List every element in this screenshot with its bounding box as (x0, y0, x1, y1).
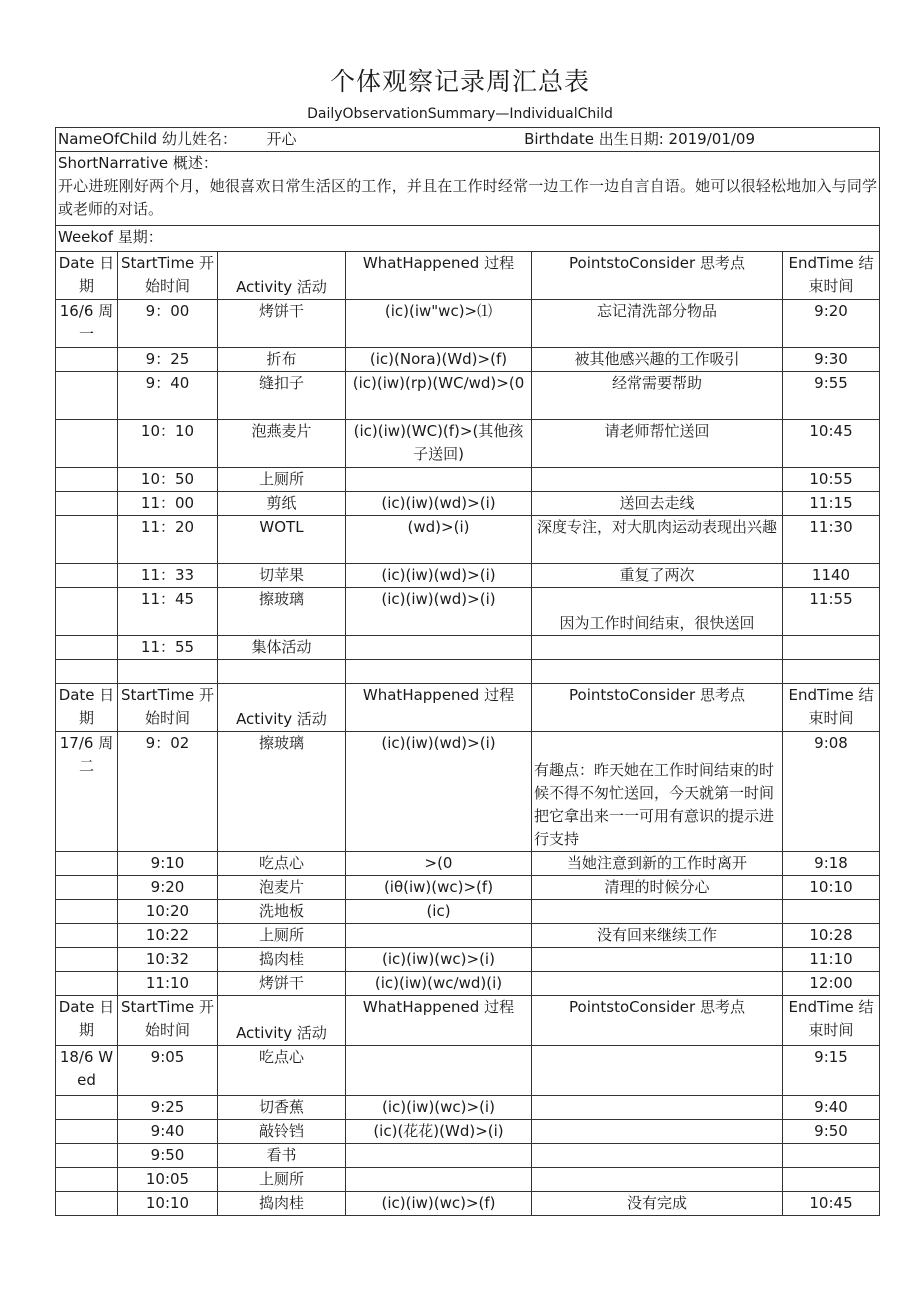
cell-start: 9:20 (118, 876, 218, 900)
empty-cell (783, 660, 880, 684)
cell-start: 9：40 (118, 372, 218, 420)
cell-date (56, 372, 118, 420)
cell-start: 11：45 (118, 588, 218, 636)
cell-points (532, 948, 783, 972)
cell-activity: 烤饼干 (218, 972, 346, 996)
cell-what: (wd)>(i) (346, 516, 532, 564)
cell-start: 10：50 (118, 468, 218, 492)
cell-what: (ic)(iw)(wd)>(i) (346, 492, 532, 516)
cell-points (532, 972, 783, 996)
observation-table (55, 127, 880, 1216)
cell-start: 10:05 (118, 1168, 218, 1192)
cell-activity: 缝扣子 (218, 372, 346, 420)
table-row (56, 492, 880, 516)
table-row (56, 300, 880, 348)
cell-start: 9：02 (118, 732, 218, 852)
cell-activity: 看书 (218, 1144, 346, 1168)
cell-date (56, 420, 118, 468)
header-end: EndTime 结束时间 (783, 252, 880, 300)
cell-end: 10:45 (783, 1192, 880, 1216)
cell-points (532, 636, 783, 660)
cell-points: 当她注意到新的工作时离开 (532, 852, 783, 876)
cell-what (346, 468, 532, 492)
table-row (56, 516, 880, 564)
birthdate-value: 2019/01/09 (668, 130, 756, 148)
cell-what (346, 636, 532, 660)
cell-points (532, 900, 783, 924)
table-row (56, 876, 880, 900)
cell-date (56, 900, 118, 924)
table-row (56, 900, 880, 924)
cell-date (56, 348, 118, 372)
cell-activity: 折布 (218, 348, 346, 372)
cell-start: 9:05 (118, 1046, 218, 1096)
cell-start: 10:10 (118, 1192, 218, 1216)
header-activity: Activity 活动 (218, 996, 346, 1046)
cell-date (56, 468, 118, 492)
cell-end: 9:15 (783, 1046, 880, 1096)
cell-end: 9:55 (783, 372, 880, 420)
cell-date (56, 1096, 118, 1120)
cell-start: 10:22 (118, 924, 218, 948)
cell-start: 10:32 (118, 948, 218, 972)
cell-what: (ic)(Nora)(Wd)>(f) (346, 348, 532, 372)
cell-what: (ic)(花花)(Wd)>(i) (346, 1120, 532, 1144)
cell-date (56, 1168, 118, 1192)
header-start: StartTime 开始时间 (118, 684, 218, 732)
cell-start: 11：55 (118, 636, 218, 660)
cell-points: 深度专注，对大肌肉运动表现出兴趣 (532, 516, 783, 564)
cell-end: 10:45 (783, 420, 880, 468)
header-what: WhatHappened 过程 (346, 684, 532, 732)
cell-date (56, 636, 118, 660)
cell-points: 经常需要帮助 (532, 372, 783, 420)
narrative-label: ShortNarrative 概述： (58, 154, 218, 172)
cell-activity: 捣肉桂 (218, 948, 346, 972)
cell-date (56, 924, 118, 948)
cell-date (56, 588, 118, 636)
cell-activity: 上厕所 (218, 924, 346, 948)
header-start: StartTime 开始时间 (118, 252, 218, 300)
cell-start: 11：33 (118, 564, 218, 588)
header-end: EndTime 结束时间 (783, 684, 880, 732)
cell-activity: 上厕所 (218, 1168, 346, 1192)
cell-start: 9:40 (118, 1120, 218, 1144)
header-activity: Activity 活动 (218, 684, 346, 732)
cell-points: 有趣点：昨天她在工作时间结束的时候不得不匆忙送回，今天就第一时间把它拿出来一一可用有意识的提示进行支持 (532, 732, 783, 852)
header-points: PointstoConsider 思考点 (532, 996, 783, 1046)
cell-points: 没有完成 (532, 1192, 783, 1216)
cell-what (346, 1168, 532, 1192)
cell-points: 重复了两次 (532, 564, 783, 588)
header-activity: Activity 活动 (218, 252, 346, 300)
cell-what: >(0 (346, 852, 532, 876)
cell-date (56, 492, 118, 516)
header-what: WhatHappened 过程 (346, 252, 532, 300)
page-title: 个体观察记录周汇总表 (329, 67, 590, 96)
cell-what: (ic)(iw)(wc)>(i) (346, 1096, 532, 1120)
table-row (56, 1144, 880, 1168)
cell-what: (ic)(iw)(wd)>(i) (346, 732, 532, 852)
week-of-row: Weekof 星期： (56, 226, 880, 252)
cell-date: 18/6 Wed (56, 1046, 118, 1096)
cell-activity: 切苹果 (218, 564, 346, 588)
cell-activity: 吃点心 (218, 852, 346, 876)
cell-activity: WOTL (218, 516, 346, 564)
cell-start: 9:50 (118, 1144, 218, 1168)
cell-activity: 敲铃铛 (218, 1120, 346, 1144)
cell-what: (ic)(iw)(wc∕wd)(i) (346, 972, 532, 996)
table-row (56, 372, 880, 420)
cell-points: 因为工作时间结束，很快送回 (532, 588, 783, 636)
cell-end: 9:40 (783, 1096, 880, 1120)
cell-date (56, 948, 118, 972)
cell-what: (iθ(iw)(wc)>(f) (346, 876, 532, 900)
cell-date: 16/6 周一 (56, 300, 118, 348)
cell-activity: 擦玻璃 (218, 732, 346, 852)
cell-points (532, 468, 783, 492)
cell-start: 11：20 (118, 516, 218, 564)
cell-what: (ic) (346, 900, 532, 924)
birthdate-label: Birthdate 出生日期: (524, 130, 664, 148)
table-row (56, 1192, 880, 1216)
empty-cell (346, 660, 532, 684)
cell-activity: 剪纸 (218, 492, 346, 516)
cell-what: (ic)(iw"wc)>⑴ (346, 300, 532, 348)
cell-end: 10:28 (783, 924, 880, 948)
empty-cell (56, 660, 118, 684)
cell-end (783, 1168, 880, 1192)
table-row (56, 348, 880, 372)
narrative-cell (56, 152, 880, 226)
cell-what: (ic)(iw)(rp)(WC∕wd)>(0 (346, 372, 532, 420)
table-row (56, 972, 880, 996)
cell-date (56, 972, 118, 996)
cell-end: 10:10 (783, 876, 880, 900)
name-value: 开心 (266, 130, 297, 148)
table-row (56, 1168, 880, 1192)
cell-activity: 烤饼干 (218, 300, 346, 348)
cell-points (532, 1144, 783, 1168)
table-row (56, 468, 880, 492)
cell-what (346, 1144, 532, 1168)
cell-what: (ic)(iw)(wd)>(i) (346, 564, 532, 588)
cell-points (532, 1120, 783, 1144)
cell-date (56, 1192, 118, 1216)
cell-points: 清理的时候分心 (532, 876, 783, 900)
cell-end: 1140 (783, 564, 880, 588)
table-row (56, 564, 880, 588)
cell-what: (ic)(iw)(wc)>(f) (346, 1192, 532, 1216)
section-header-row (56, 684, 880, 732)
cell-start: 9:10 (118, 852, 218, 876)
cell-end: 9:50 (783, 1120, 880, 1144)
cell-activity: 吃点心 (218, 1046, 346, 1096)
header-end: EndTime 结束时间 (783, 996, 880, 1046)
cell-end: 11:15 (783, 492, 880, 516)
cell-points (532, 1168, 783, 1192)
cell-start: 10：10 (118, 420, 218, 468)
header-points: PointstoConsider 思考点 (532, 684, 783, 732)
cell-end: 9:20 (783, 300, 880, 348)
cell-points: 没有回来继续工作 (532, 924, 783, 948)
table-row (56, 924, 880, 948)
cell-points: 忘记清洗部分物品 (532, 300, 783, 348)
cell-end: 9:08 (783, 732, 880, 852)
cell-points: 送回去走线 (532, 492, 783, 516)
table-row (56, 1046, 880, 1096)
cell-what: (ic)(iw)(wc)>(i) (346, 948, 532, 972)
table-row (56, 732, 880, 852)
cell-date (56, 876, 118, 900)
cell-date (56, 564, 118, 588)
cell-end: 11:30 (783, 516, 880, 564)
cell-what (346, 1046, 532, 1096)
cell-end (783, 636, 880, 660)
empty-cell (118, 660, 218, 684)
narrative-text: 开心进班刚好两个月，她很喜欢日常生活区的工作，并且在工作时经常一边工作一边自言自语。她可以很轻松地加入与同学或老师的对话。 (58, 177, 878, 218)
name-label: NameOfChild 幼儿姓名： (58, 130, 237, 148)
header-date: Date 日期 (56, 996, 118, 1046)
section-header-row (56, 252, 880, 300)
cell-date (56, 1120, 118, 1144)
child-info-row (56, 128, 880, 152)
cell-start: 11：00 (118, 492, 218, 516)
table-row (56, 948, 880, 972)
table-row (56, 1120, 880, 1144)
cell-date (56, 1144, 118, 1168)
table-row (56, 636, 880, 660)
cell-start: 9:25 (118, 1096, 218, 1120)
cell-end: 9:30 (783, 348, 880, 372)
cell-activity: 泡燕麦片 (218, 420, 346, 468)
cell-activity: 洗地板 (218, 900, 346, 924)
cell-points (532, 1046, 783, 1096)
empty-cell (532, 660, 783, 684)
spacer-row (56, 660, 880, 684)
cell-date (56, 852, 118, 876)
header-points: PointstoConsider 思考点 (532, 252, 783, 300)
cell-start: 11:10 (118, 972, 218, 996)
header-what: WhatHappened 过程 (346, 996, 532, 1046)
cell-date: 17/6 周二 (56, 732, 118, 852)
header-date: Date 日期 (56, 252, 118, 300)
cell-activity: 泡麦片 (218, 876, 346, 900)
cell-activity: 集体活动 (218, 636, 346, 660)
cell-end: 11:55 (783, 588, 880, 636)
cell-what (346, 924, 532, 948)
table-row (56, 852, 880, 876)
cell-end (783, 900, 880, 924)
table-row (56, 1096, 880, 1120)
header-date: Date 日期 (56, 684, 118, 732)
cell-start: 9：25 (118, 348, 218, 372)
page-subtitle: DailyObservationSummary—IndividualChild (307, 106, 613, 122)
cell-points: 请老师帮忙送回 (532, 420, 783, 468)
cell-activity: 切香蕉 (218, 1096, 346, 1120)
section-header-row (56, 996, 880, 1046)
cell-activity: 上厕所 (218, 468, 346, 492)
cell-start: 9：00 (118, 300, 218, 348)
cell-end: 12:00 (783, 972, 880, 996)
cell-end: 9:18 (783, 852, 880, 876)
cell-start: 10:20 (118, 900, 218, 924)
cell-activity: 捣肉桂 (218, 1192, 346, 1216)
header-start: StartTime 开始时间 (118, 996, 218, 1046)
cell-end: 11:10 (783, 948, 880, 972)
cell-date (56, 516, 118, 564)
table-row (56, 420, 880, 468)
cell-end: 10:55 (783, 468, 880, 492)
table-row (56, 588, 880, 636)
cell-what: (ic)(iw)(WC)(f)>(其他孩子送回) (346, 420, 532, 468)
cell-what: (ic)(iw)(wd)>(i) (346, 588, 532, 636)
cell-points: 被其他感兴趣的工作吸引 (532, 348, 783, 372)
cell-activity: 擦玻璃 (218, 588, 346, 636)
cell-points (532, 1096, 783, 1120)
empty-cell (218, 660, 346, 684)
cell-end (783, 1144, 880, 1168)
